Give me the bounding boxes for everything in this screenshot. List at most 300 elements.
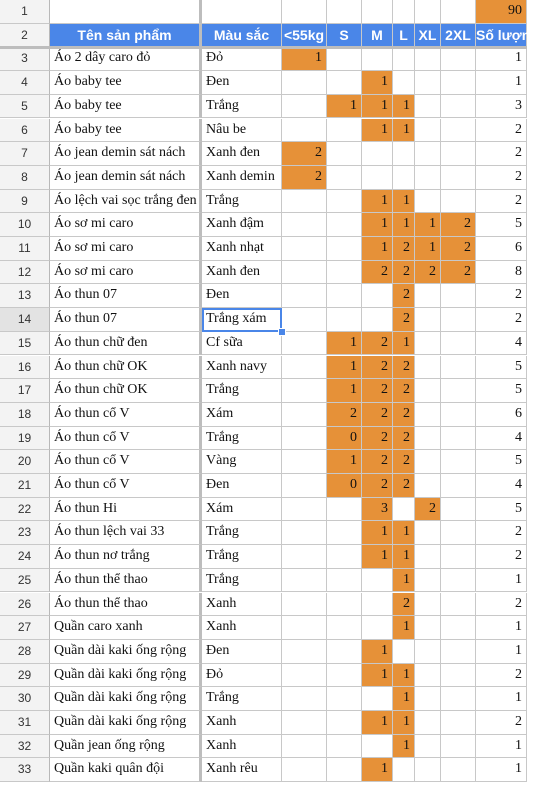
- product-name-cell[interactable]: Áo jean demin sát nách: [50, 166, 202, 190]
- size-qty-cell[interactable]: 1: [362, 119, 393, 143]
- total-cell[interactable]: 3: [476, 95, 527, 119]
- size-qty-cell[interactable]: 2: [415, 261, 441, 285]
- size-qty-cell[interactable]: [415, 664, 441, 688]
- color-cell[interactable]: Xám: [202, 403, 282, 427]
- total-cell[interactable]: 5: [476, 379, 527, 403]
- product-name-cell[interactable]: Áo thun Hi: [50, 498, 202, 522]
- size-qty-cell[interactable]: [327, 190, 362, 214]
- size-qty-cell[interactable]: 1: [415, 237, 441, 261]
- size-qty-cell[interactable]: [415, 711, 441, 735]
- color-cell[interactable]: Vàng: [202, 450, 282, 474]
- size-qty-cell[interactable]: [441, 687, 476, 711]
- row-header[interactable]: 22: [0, 498, 50, 522]
- color-cell[interactable]: Xanh: [202, 593, 282, 617]
- column-header-xl[interactable]: XL: [415, 24, 441, 48]
- size-qty-cell[interactable]: 1: [327, 379, 362, 403]
- color-cell[interactable]: Xanh navy: [202, 356, 282, 380]
- column-header-lt55[interactable]: <55kg: [282, 24, 327, 48]
- product-name-cell[interactable]: Áo sơ mi caro: [50, 213, 202, 237]
- total-cell[interactable]: 5: [476, 498, 527, 522]
- color-cell[interactable]: Xanh: [202, 616, 282, 640]
- size-qty-cell[interactable]: 2: [441, 237, 476, 261]
- size-qty-cell[interactable]: [327, 687, 362, 711]
- cell[interactable]: [282, 0, 327, 24]
- color-cell[interactable]: Đỏ: [202, 47, 282, 71]
- size-qty-cell[interactable]: 1: [393, 711, 415, 735]
- size-qty-cell[interactable]: [362, 687, 393, 711]
- size-qty-cell[interactable]: 2: [327, 403, 362, 427]
- row-header[interactable]: 14: [0, 308, 50, 332]
- size-qty-cell[interactable]: [327, 758, 362, 782]
- cell[interactable]: [441, 0, 476, 24]
- size-qty-cell[interactable]: 1: [362, 664, 393, 688]
- row-header[interactable]: 10: [0, 213, 50, 237]
- color-cell[interactable]: Trắng: [202, 95, 282, 119]
- size-qty-cell[interactable]: [441, 735, 476, 759]
- row-header[interactable]: 12: [0, 261, 50, 285]
- color-cell[interactable]: Nâu be: [202, 119, 282, 143]
- size-qty-cell[interactable]: [362, 616, 393, 640]
- total-cell[interactable]: 1: [476, 640, 527, 664]
- size-qty-cell[interactable]: [415, 758, 441, 782]
- cell[interactable]: [415, 0, 441, 24]
- size-qty-cell[interactable]: 2: [441, 213, 476, 237]
- size-qty-cell[interactable]: [282, 403, 327, 427]
- total-cell[interactable]: 5: [476, 450, 527, 474]
- size-qty-cell[interactable]: [415, 71, 441, 95]
- total-cell[interactable]: 2: [476, 190, 527, 214]
- size-qty-cell[interactable]: 1: [393, 545, 415, 569]
- size-qty-cell[interactable]: [362, 308, 393, 332]
- row-header[interactable]: 8: [0, 166, 50, 190]
- color-cell[interactable]: Cf sữa: [202, 332, 282, 356]
- color-cell[interactable]: Trắng: [202, 190, 282, 214]
- size-qty-cell[interactable]: [282, 119, 327, 143]
- size-qty-cell[interactable]: [362, 735, 393, 759]
- size-qty-cell[interactable]: [282, 356, 327, 380]
- row-header[interactable]: 25: [0, 569, 50, 593]
- size-qty-cell[interactable]: [327, 142, 362, 166]
- product-name-cell[interactable]: Áo baby tee: [50, 95, 202, 119]
- size-qty-cell[interactable]: [441, 284, 476, 308]
- size-qty-cell[interactable]: [282, 521, 327, 545]
- size-qty-cell[interactable]: [415, 616, 441, 640]
- size-qty-cell[interactable]: 2: [362, 474, 393, 498]
- size-qty-cell[interactable]: [327, 521, 362, 545]
- size-qty-cell[interactable]: [393, 758, 415, 782]
- size-qty-cell[interactable]: [282, 616, 327, 640]
- total-cell[interactable]: 5: [476, 213, 527, 237]
- product-name-cell[interactable]: Quần kaki quân đội: [50, 758, 202, 782]
- color-cell[interactable]: Xanh: [202, 711, 282, 735]
- size-qty-cell[interactable]: 2: [393, 308, 415, 332]
- size-qty-cell[interactable]: [441, 71, 476, 95]
- cell[interactable]: [393, 0, 415, 24]
- size-qty-cell[interactable]: [393, 640, 415, 664]
- size-qty-cell[interactable]: 2: [282, 142, 327, 166]
- total-cell[interactable]: 1: [476, 71, 527, 95]
- size-qty-cell[interactable]: [327, 498, 362, 522]
- size-qty-cell[interactable]: [327, 166, 362, 190]
- color-cell[interactable]: Trắng: [202, 521, 282, 545]
- size-qty-cell[interactable]: [282, 237, 327, 261]
- size-qty-cell[interactable]: 2: [362, 261, 393, 285]
- product-name-cell[interactable]: Áo baby tee: [50, 119, 202, 143]
- product-name-cell[interactable]: Áo 2 dây caro đỏ: [50, 47, 202, 71]
- color-cell[interactable]: Xanh: [202, 735, 282, 759]
- size-qty-cell[interactable]: [327, 735, 362, 759]
- size-qty-cell[interactable]: 2: [393, 237, 415, 261]
- product-name-cell[interactable]: Áo jean demin sát nách: [50, 142, 202, 166]
- size-qty-cell[interactable]: 1: [393, 687, 415, 711]
- size-qty-cell[interactable]: [441, 474, 476, 498]
- size-qty-cell[interactable]: [282, 190, 327, 214]
- size-qty-cell[interactable]: [415, 379, 441, 403]
- size-qty-cell[interactable]: [282, 284, 327, 308]
- size-qty-cell[interactable]: 2: [393, 450, 415, 474]
- total-cell[interactable]: 8: [476, 261, 527, 285]
- size-qty-cell[interactable]: [282, 474, 327, 498]
- size-qty-cell[interactable]: [415, 569, 441, 593]
- size-qty-cell[interactable]: [393, 166, 415, 190]
- size-qty-cell[interactable]: 1: [393, 332, 415, 356]
- size-qty-cell[interactable]: [327, 664, 362, 688]
- size-qty-cell[interactable]: 1: [393, 213, 415, 237]
- size-qty-cell[interactable]: 2: [441, 261, 476, 285]
- size-qty-cell[interactable]: 0: [327, 474, 362, 498]
- row-header[interactable]: 32: [0, 735, 50, 759]
- size-qty-cell[interactable]: 1: [282, 47, 327, 71]
- size-qty-cell[interactable]: [282, 711, 327, 735]
- row-header[interactable]: 31: [0, 711, 50, 735]
- size-qty-cell[interactable]: [282, 569, 327, 593]
- color-cell[interactable]: Trắng: [202, 569, 282, 593]
- column-header-m[interactable]: M: [362, 24, 393, 48]
- size-qty-cell[interactable]: [441, 616, 476, 640]
- active-cell[interactable]: Trắng xám: [202, 308, 282, 332]
- size-qty-cell[interactable]: 1: [393, 190, 415, 214]
- product-name-cell[interactable]: Áo thun cổ V: [50, 450, 202, 474]
- product-name-cell[interactable]: Quần caro xanh: [50, 616, 202, 640]
- size-qty-cell[interactable]: [327, 308, 362, 332]
- size-qty-cell[interactable]: [362, 593, 393, 617]
- product-name-cell[interactable]: Áo thun thể thao: [50, 569, 202, 593]
- size-qty-cell[interactable]: [441, 521, 476, 545]
- size-qty-cell[interactable]: [415, 474, 441, 498]
- column-header-color[interactable]: Màu sắc: [202, 24, 282, 48]
- total-cell[interactable]: 2: [476, 664, 527, 688]
- size-qty-cell[interactable]: [441, 95, 476, 119]
- size-qty-cell[interactable]: 1: [362, 95, 393, 119]
- product-name-cell[interactable]: Áo sơ mi caro: [50, 261, 202, 285]
- color-cell[interactable]: Đen: [202, 640, 282, 664]
- total-cell[interactable]: 4: [476, 474, 527, 498]
- size-qty-cell[interactable]: 1: [362, 711, 393, 735]
- row-header[interactable]: 21: [0, 474, 50, 498]
- size-qty-cell[interactable]: [415, 450, 441, 474]
- size-qty-cell[interactable]: [362, 569, 393, 593]
- size-qty-cell[interactable]: 2: [415, 498, 441, 522]
- total-cell[interactable]: 2: [476, 308, 527, 332]
- color-cell[interactable]: Đen: [202, 474, 282, 498]
- size-qty-cell[interactable]: 2: [393, 261, 415, 285]
- product-name-cell[interactable]: Áo thun chữ OK: [50, 356, 202, 380]
- size-qty-cell[interactable]: [282, 450, 327, 474]
- size-qty-cell[interactable]: [415, 47, 441, 71]
- product-name-cell[interactable]: Áo thun cổ V: [50, 474, 202, 498]
- size-qty-cell[interactable]: [441, 356, 476, 380]
- size-qty-cell[interactable]: 3: [362, 498, 393, 522]
- size-qty-cell[interactable]: [327, 545, 362, 569]
- product-name-cell[interactable]: Áo thun 07: [50, 308, 202, 332]
- color-cell[interactable]: Xanh đậm: [202, 213, 282, 237]
- size-qty-cell[interactable]: 1: [362, 545, 393, 569]
- column-header-l[interactable]: L: [393, 24, 415, 48]
- selection-fill-handle[interactable]: [278, 328, 286, 336]
- size-qty-cell[interactable]: [327, 213, 362, 237]
- column-header-s[interactable]: S: [327, 24, 362, 48]
- size-qty-cell[interactable]: [327, 593, 362, 617]
- size-qty-cell[interactable]: 1: [393, 569, 415, 593]
- size-qty-cell[interactable]: [415, 142, 441, 166]
- size-qty-cell[interactable]: [415, 95, 441, 119]
- size-qty-cell[interactable]: [327, 616, 362, 640]
- size-qty-cell[interactable]: 1: [393, 616, 415, 640]
- size-qty-cell[interactable]: [282, 379, 327, 403]
- color-cell[interactable]: Trắng: [202, 545, 282, 569]
- size-qty-cell[interactable]: [441, 427, 476, 451]
- size-qty-cell[interactable]: 1: [327, 450, 362, 474]
- size-qty-cell[interactable]: [362, 166, 393, 190]
- size-qty-cell[interactable]: 2: [362, 332, 393, 356]
- size-qty-cell[interactable]: [441, 190, 476, 214]
- size-qty-cell[interactable]: [441, 142, 476, 166]
- row-header[interactable]: 24: [0, 545, 50, 569]
- product-name-cell[interactable]: Quần dài kaki ống rộng: [50, 664, 202, 688]
- total-cell[interactable]: 4: [476, 427, 527, 451]
- size-qty-cell[interactable]: [282, 735, 327, 759]
- product-name-cell[interactable]: Áo baby tee: [50, 71, 202, 95]
- size-qty-cell[interactable]: 2: [362, 379, 393, 403]
- cell[interactable]: [202, 0, 282, 24]
- row-header[interactable]: 6: [0, 119, 50, 143]
- total-cell[interactable]: 4: [476, 332, 527, 356]
- size-qty-cell[interactable]: [441, 332, 476, 356]
- size-qty-cell[interactable]: 1: [362, 640, 393, 664]
- size-qty-cell[interactable]: [415, 332, 441, 356]
- product-name-cell[interactable]: Áo thun cổ V: [50, 427, 202, 451]
- size-qty-cell[interactable]: [282, 758, 327, 782]
- cell[interactable]: [362, 0, 393, 24]
- row-header[interactable]: 17: [0, 379, 50, 403]
- size-qty-cell[interactable]: [393, 142, 415, 166]
- size-qty-cell[interactable]: [393, 47, 415, 71]
- color-cell[interactable]: Xám: [202, 498, 282, 522]
- size-qty-cell[interactable]: [282, 545, 327, 569]
- size-qty-cell[interactable]: 2: [393, 593, 415, 617]
- size-qty-cell[interactable]: 2: [282, 166, 327, 190]
- size-qty-cell[interactable]: [441, 569, 476, 593]
- size-qty-cell[interactable]: [282, 427, 327, 451]
- color-cell[interactable]: Xanh nhạt: [202, 237, 282, 261]
- total-cell[interactable]: 2: [476, 711, 527, 735]
- size-qty-cell[interactable]: [441, 664, 476, 688]
- size-qty-cell[interactable]: [282, 593, 327, 617]
- size-qty-cell[interactable]: 2: [393, 403, 415, 427]
- size-qty-cell[interactable]: [327, 711, 362, 735]
- size-qty-cell[interactable]: [415, 166, 441, 190]
- size-qty-cell[interactable]: [327, 284, 362, 308]
- row-header[interactable]: 27: [0, 616, 50, 640]
- size-qty-cell[interactable]: [282, 332, 327, 356]
- size-qty-cell[interactable]: [362, 142, 393, 166]
- product-name-cell[interactable]: Áo thun 07: [50, 284, 202, 308]
- size-qty-cell[interactable]: 2: [393, 427, 415, 451]
- total-cell[interactable]: 6: [476, 237, 527, 261]
- frozen-rows-divider[interactable]: [0, 46, 527, 49]
- cell[interactable]: [327, 0, 362, 24]
- size-qty-cell[interactable]: [441, 758, 476, 782]
- size-qty-cell[interactable]: [362, 47, 393, 71]
- size-qty-cell[interactable]: [415, 119, 441, 143]
- size-qty-cell[interactable]: [441, 711, 476, 735]
- size-qty-cell[interactable]: 1: [362, 190, 393, 214]
- size-qty-cell[interactable]: 1: [362, 758, 393, 782]
- size-qty-cell[interactable]: 1: [393, 735, 415, 759]
- size-qty-cell[interactable]: 2: [393, 474, 415, 498]
- row-header[interactable]: 19: [0, 427, 50, 451]
- size-qty-cell[interactable]: [282, 640, 327, 664]
- size-qty-cell[interactable]: [327, 569, 362, 593]
- row-header[interactable]: 4: [0, 71, 50, 95]
- row-header[interactable]: 5: [0, 95, 50, 119]
- color-cell[interactable]: Đen: [202, 284, 282, 308]
- total-cell[interactable]: 1: [476, 735, 527, 759]
- row-header[interactable]: 20: [0, 450, 50, 474]
- color-cell[interactable]: Trắng: [202, 379, 282, 403]
- size-qty-cell[interactable]: 1: [327, 332, 362, 356]
- size-qty-cell[interactable]: 2: [393, 284, 415, 308]
- total-cell[interactable]: 1: [476, 687, 527, 711]
- row-header[interactable]: 16: [0, 356, 50, 380]
- row-header[interactable]: 23: [0, 521, 50, 545]
- size-qty-cell[interactable]: [282, 498, 327, 522]
- size-qty-cell[interactable]: [327, 261, 362, 285]
- cell[interactable]: [50, 0, 202, 24]
- product-name-cell[interactable]: Áo thun lệch vai 33: [50, 521, 202, 545]
- size-qty-cell[interactable]: 2: [362, 403, 393, 427]
- product-name-cell[interactable]: Áo thun chữ OK: [50, 379, 202, 403]
- size-qty-cell[interactable]: [441, 166, 476, 190]
- size-qty-cell[interactable]: [415, 308, 441, 332]
- color-cell[interactable]: Trắng: [202, 427, 282, 451]
- product-name-cell[interactable]: Áo thun chữ đen: [50, 332, 202, 356]
- size-qty-cell[interactable]: [441, 308, 476, 332]
- size-qty-cell[interactable]: [327, 237, 362, 261]
- size-qty-cell[interactable]: [441, 47, 476, 71]
- size-qty-cell[interactable]: [415, 687, 441, 711]
- size-qty-cell[interactable]: [441, 498, 476, 522]
- size-qty-cell[interactable]: [441, 403, 476, 427]
- size-qty-cell[interactable]: [441, 640, 476, 664]
- size-qty-cell[interactable]: 1: [393, 95, 415, 119]
- size-qty-cell[interactable]: [282, 308, 327, 332]
- row-header[interactable]: 33: [0, 758, 50, 782]
- size-qty-cell[interactable]: [282, 261, 327, 285]
- color-cell[interactable]: Xanh đen: [202, 261, 282, 285]
- total-cell[interactable]: 1: [476, 758, 527, 782]
- color-cell[interactable]: Xanh demin: [202, 166, 282, 190]
- size-qty-cell[interactable]: [393, 498, 415, 522]
- size-qty-cell[interactable]: [282, 213, 327, 237]
- row-header[interactable]: 13: [0, 284, 50, 308]
- row-header[interactable]: 18: [0, 403, 50, 427]
- row-header[interactable]: 2: [0, 24, 50, 48]
- size-qty-cell[interactable]: [441, 119, 476, 143]
- row-header[interactable]: 1: [0, 0, 50, 24]
- column-header-total[interactable]: Số lượng: [476, 24, 527, 48]
- size-qty-cell[interactable]: [282, 687, 327, 711]
- grand-total-cell[interactable]: 90: [476, 0, 527, 24]
- color-cell[interactable]: Đỏ: [202, 664, 282, 688]
- product-name-cell[interactable]: Quần dài kaki ống rộng: [50, 640, 202, 664]
- size-qty-cell[interactable]: [415, 521, 441, 545]
- row-header[interactable]: 11: [0, 237, 50, 261]
- size-qty-cell[interactable]: 1: [393, 521, 415, 545]
- total-cell[interactable]: 6: [476, 403, 527, 427]
- total-cell[interactable]: 2: [476, 142, 527, 166]
- size-qty-cell[interactable]: [415, 545, 441, 569]
- size-qty-cell[interactable]: [415, 593, 441, 617]
- row-header[interactable]: 30: [0, 687, 50, 711]
- total-cell[interactable]: 2: [476, 284, 527, 308]
- size-qty-cell[interactable]: [415, 190, 441, 214]
- size-qty-cell[interactable]: [282, 664, 327, 688]
- total-cell[interactable]: 5: [476, 356, 527, 380]
- column-header-xxl[interactable]: 2XL: [441, 24, 476, 48]
- size-qty-cell[interactable]: [415, 284, 441, 308]
- size-qty-cell[interactable]: 1: [362, 237, 393, 261]
- size-qty-cell[interactable]: 1: [362, 521, 393, 545]
- size-qty-cell[interactable]: 1: [362, 213, 393, 237]
- product-name-cell[interactable]: Quần jean ống rộng: [50, 735, 202, 759]
- size-qty-cell[interactable]: [282, 95, 327, 119]
- color-cell[interactable]: Xanh rêu: [202, 758, 282, 782]
- size-qty-cell[interactable]: [415, 356, 441, 380]
- size-qty-cell[interactable]: [393, 71, 415, 95]
- size-qty-cell[interactable]: [441, 450, 476, 474]
- total-cell[interactable]: 1: [476, 47, 527, 71]
- size-qty-cell[interactable]: 2: [362, 427, 393, 451]
- size-qty-cell[interactable]: [415, 403, 441, 427]
- size-qty-cell[interactable]: [441, 545, 476, 569]
- size-qty-cell[interactable]: 1: [327, 356, 362, 380]
- row-header[interactable]: 9: [0, 190, 50, 214]
- color-cell[interactable]: Đen: [202, 71, 282, 95]
- size-qty-cell[interactable]: 1: [393, 119, 415, 143]
- row-header[interactable]: 3: [0, 47, 50, 71]
- total-cell[interactable]: 2: [476, 521, 527, 545]
- size-qty-cell[interactable]: 2: [393, 379, 415, 403]
- size-qty-cell[interactable]: [327, 71, 362, 95]
- row-header[interactable]: 29: [0, 664, 50, 688]
- size-qty-cell[interactable]: 1: [327, 95, 362, 119]
- row-header[interactable]: 28: [0, 640, 50, 664]
- size-qty-cell[interactable]: [327, 640, 362, 664]
- product-name-cell[interactable]: Áo sơ mi caro: [50, 237, 202, 261]
- size-qty-cell[interactable]: [282, 71, 327, 95]
- size-qty-cell[interactable]: 1: [362, 71, 393, 95]
